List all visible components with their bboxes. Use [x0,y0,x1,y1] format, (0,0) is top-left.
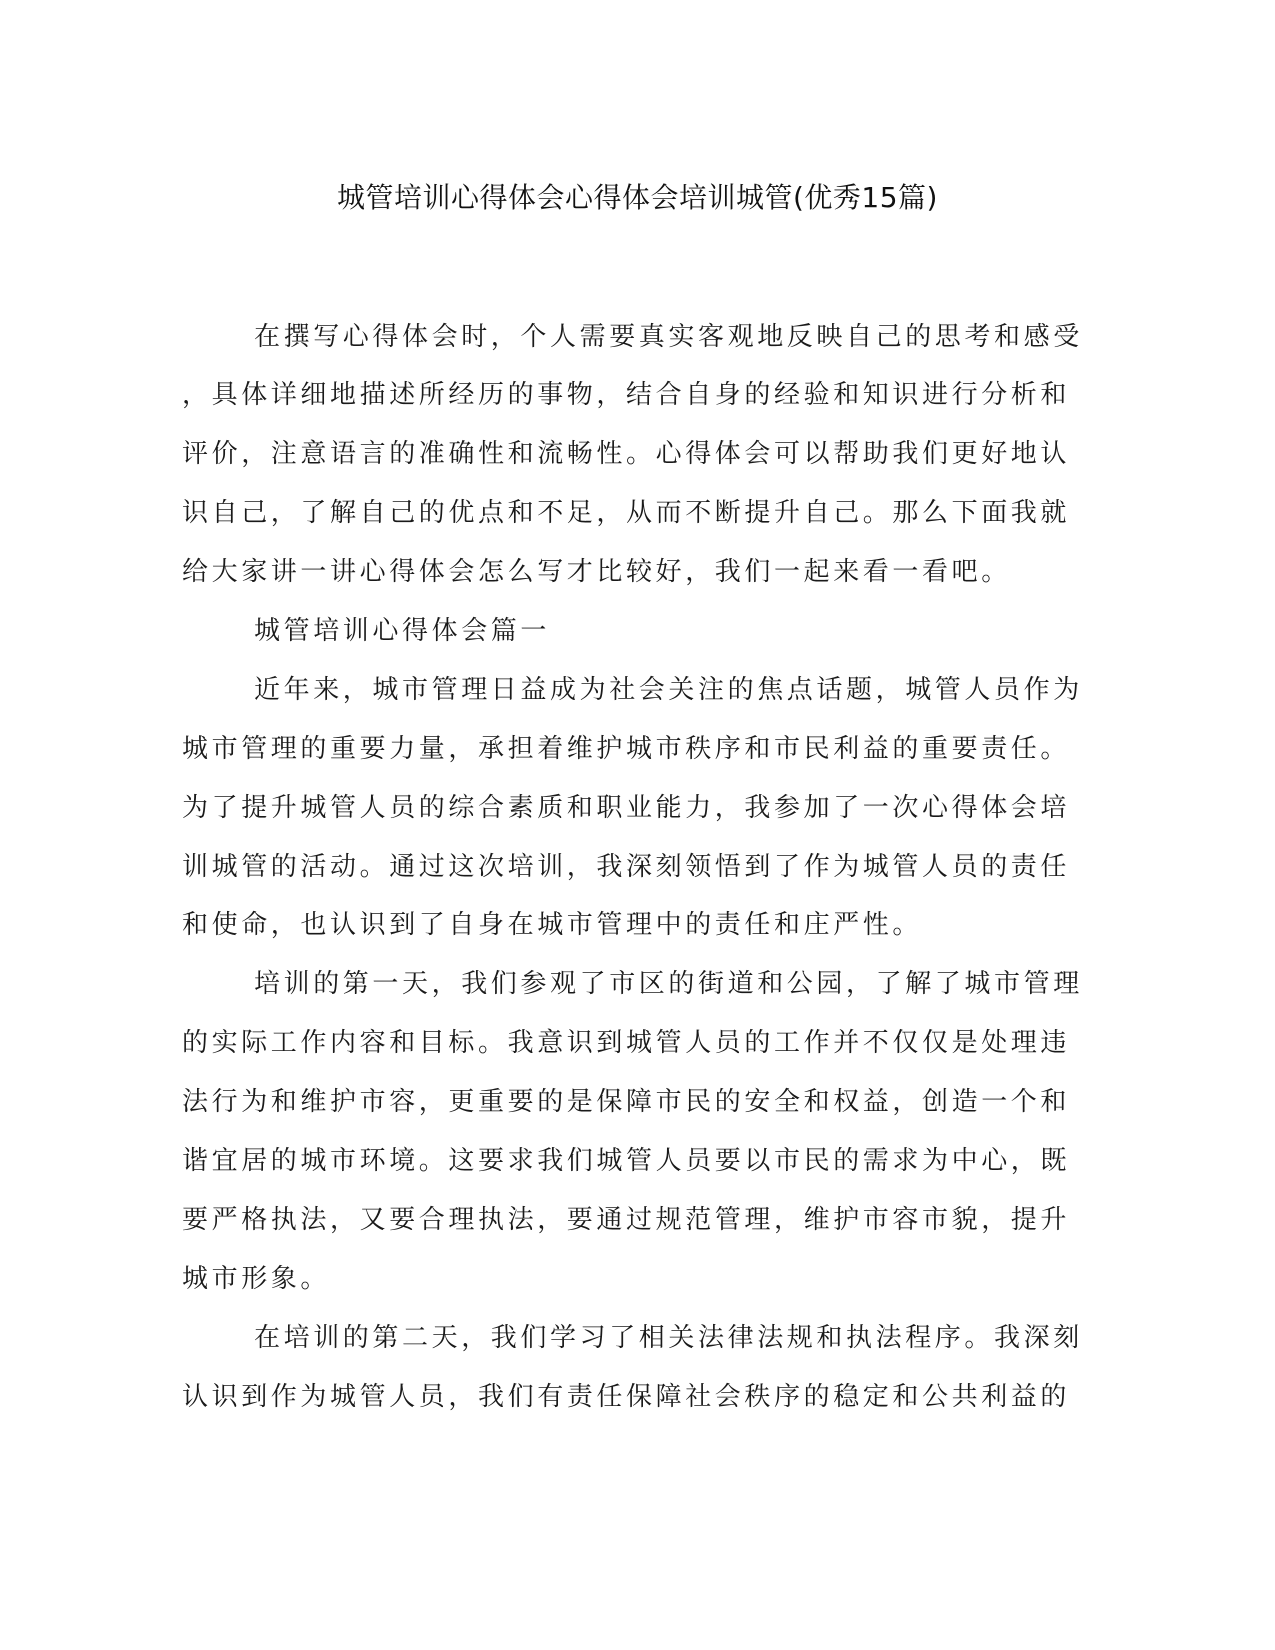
paragraph-line: 和使命，也认识到了自身在城市管理中的责任和庄严性。 [182,910,923,940]
document-title: 城管培训心得体会心得体会培训城管(优秀15篇) [337,181,938,214]
paragraph-line: 评价，注意语言的准确性和流畅性。心得体会可以帮助我们更好地认 [182,439,1071,469]
paragraph-line: 近年来，城市管理日益成为社会关注的焦点话题，城管人员作为 [254,675,1083,705]
paragraph-line: 法行为和维护市容，更重要的是保障市民的安全和权益，创造一个和 [182,1087,1071,1117]
paragraph-line: ，具体详细地描述所经历的事物，结合自身的经验和知识进行分析和 [182,380,1071,410]
paragraph-line: 识自己，了解自己的优点和不足，从而不断提升自己。那么下面我就 [182,498,1071,528]
paragraph-line: 在撰写心得体会时，个人需要真实客观地反映自己的思考和感受 [254,322,1083,352]
paragraph-line: 给大家讲一讲心得体会怎么写才比较好，我们一起来看一看吧。 [182,557,1011,587]
paragraph-line: 城市管理的重要力量，承担着维护城市秩序和市民利益的重要责任。 [182,734,1071,764]
paragraph-line: 认识到作为城管人员，我们有责任保障社会秩序的稳定和公共利益的 [182,1382,1071,1412]
paragraph-line: 城市形象。 [182,1264,331,1294]
paragraph-line: 训城管的活动。通过这次培训，我深刻领悟到了作为城管人员的责任 [182,852,1071,882]
paragraph-line: 要严格执法，又要合理执法，要通过规范管理，维护市容市貌，提升 [182,1205,1071,1235]
paragraph-line: 在培训的第二天，我们学习了相关法律法规和执法程序。我深刻 [254,1323,1083,1353]
paragraph-line: 谐宜居的城市环境。这要求我们城管人员要以市民的需求为中心，既 [182,1146,1071,1176]
paragraph-line: 为了提升城管人员的综合素质和职业能力，我参加了一次心得体会培 [182,793,1071,823]
section-heading: 城管培训心得体会篇一 [254,616,551,646]
paragraph-line: 培训的第一天，我们参观了市区的街道和公园，了解了城市管理 [254,969,1083,999]
paragraph-line: 的实际工作内容和目标。我意识到城管人员的工作并不仅仅是处理违 [182,1028,1071,1058]
